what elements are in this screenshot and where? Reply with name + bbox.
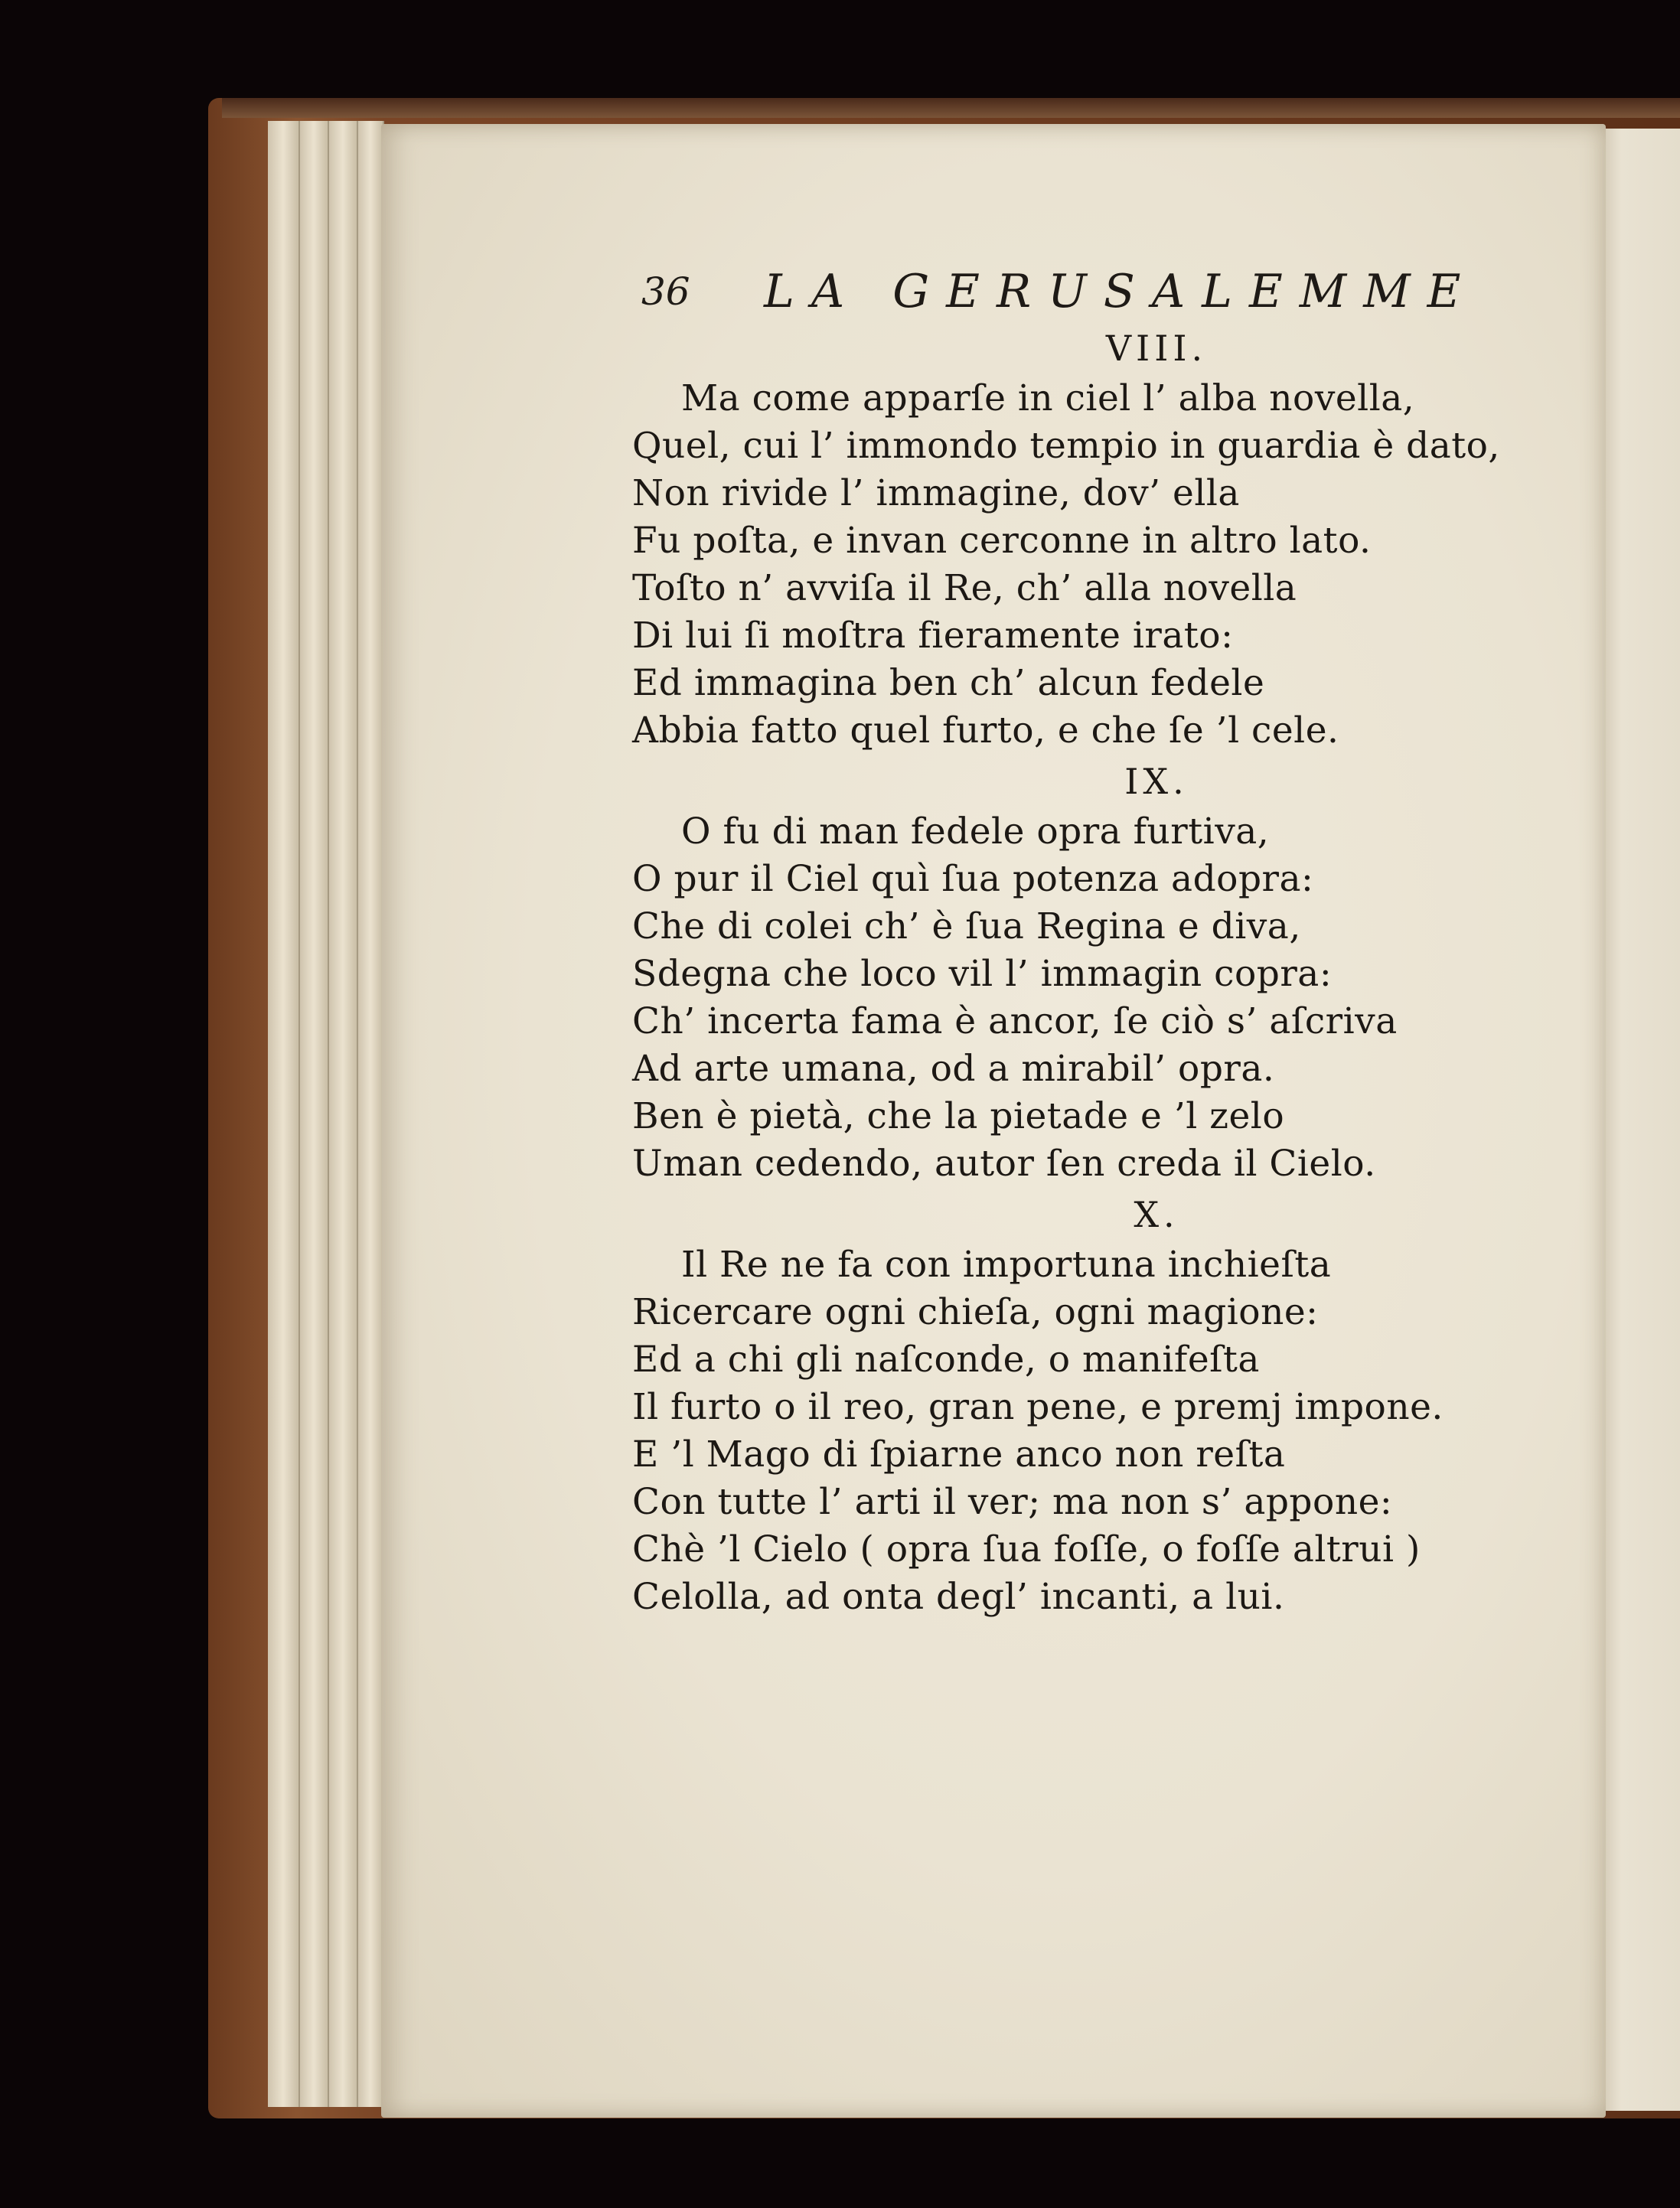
verse-line: Il Re ne fa con importuna inchieſta <box>681 1244 1332 1286</box>
stanza-number: X. <box>1134 1194 1179 1235</box>
stanza-number: IX. <box>1124 761 1189 802</box>
verse-line: Quel, cui l’ immondo tempio in guardia è dato, <box>632 425 1500 467</box>
verse-line: Toſto n’ avviſa il Re, ch’ alla novella <box>632 567 1297 609</box>
verse-line: Ricercare ogni chieſa, ogni magione: <box>632 1291 1319 1333</box>
verse-line: O fu di man fedele opra furtiva, <box>681 810 1270 853</box>
verse-line: Ma come apparſe in ciel l’ alba novella, <box>681 377 1415 419</box>
verse-line: Abbia fatto quel furto, e che ſe ’l cele. <box>632 709 1339 752</box>
verse-line: Fu poſta, e invan cerconne in altro lato. <box>632 520 1372 562</box>
page-edge <box>358 121 384 2107</box>
verse-line: O pur il Ciel quì ſua potenza adopra: <box>632 858 1314 900</box>
verse-line: E ’l Mago di ſpiarne anco non reſta <box>632 1433 1286 1476</box>
verse-line: Ad arte umana, od a mirabil’ opra. <box>632 1048 1275 1090</box>
page-edge <box>268 121 300 2107</box>
page-number: 36 <box>641 269 690 314</box>
verse-line: Non rivide l’ immagine, dov’ ella <box>632 472 1240 514</box>
running-head <box>641 265 1478 323</box>
poem-text <box>632 321 1520 1621</box>
verse-line: Ed a chi gli naſconde, o manifeſta <box>632 1339 1260 1381</box>
verse-line: Il furto o il reo, gran pene, e premj impone. <box>632 1386 1443 1428</box>
verse-line: Celolla, ad onta degl’ incanti, a lui. <box>632 1576 1285 1618</box>
verse-line: Ben è pietà, che la pietade e ’l zelo <box>632 1095 1285 1137</box>
verse-line: Con tutte l’ arti il ver; ma non s’ appone: <box>632 1481 1393 1523</box>
verse-line: Sdegna che loco vil l’ immagin copra: <box>632 953 1333 995</box>
verse-line: Che di colei ch’ è ſua Regina e diva, <box>632 905 1301 947</box>
verse-line: Ed immagina ben ch’ alcun fedele <box>632 662 1265 704</box>
stanza <box>632 1188 1520 1621</box>
page-edge <box>300 121 329 2107</box>
verse-line: Chè ’l Cielo ( opra ſua foſſe, o foſſe altrui ) <box>632 1528 1421 1570</box>
stanza <box>632 321 1520 755</box>
book-title: LA GERUSALEMME <box>764 265 1478 318</box>
facing-page-edge <box>1596 129 1680 2111</box>
page-edge <box>329 121 358 2107</box>
book-cover-top-edge <box>222 98 1680 118</box>
stanza <box>632 755 1520 1188</box>
verse-line: Di lui ſi moſtra fieramente irato: <box>632 615 1234 657</box>
verse-line: Uman cedendo, autor ſen creda il Cielo. <box>632 1143 1376 1185</box>
verse-line: Ch’ incerta fama è ancor, ſe ciò s’ aſcriva <box>632 1000 1398 1042</box>
stanza-number: VIII. <box>1105 328 1208 369</box>
